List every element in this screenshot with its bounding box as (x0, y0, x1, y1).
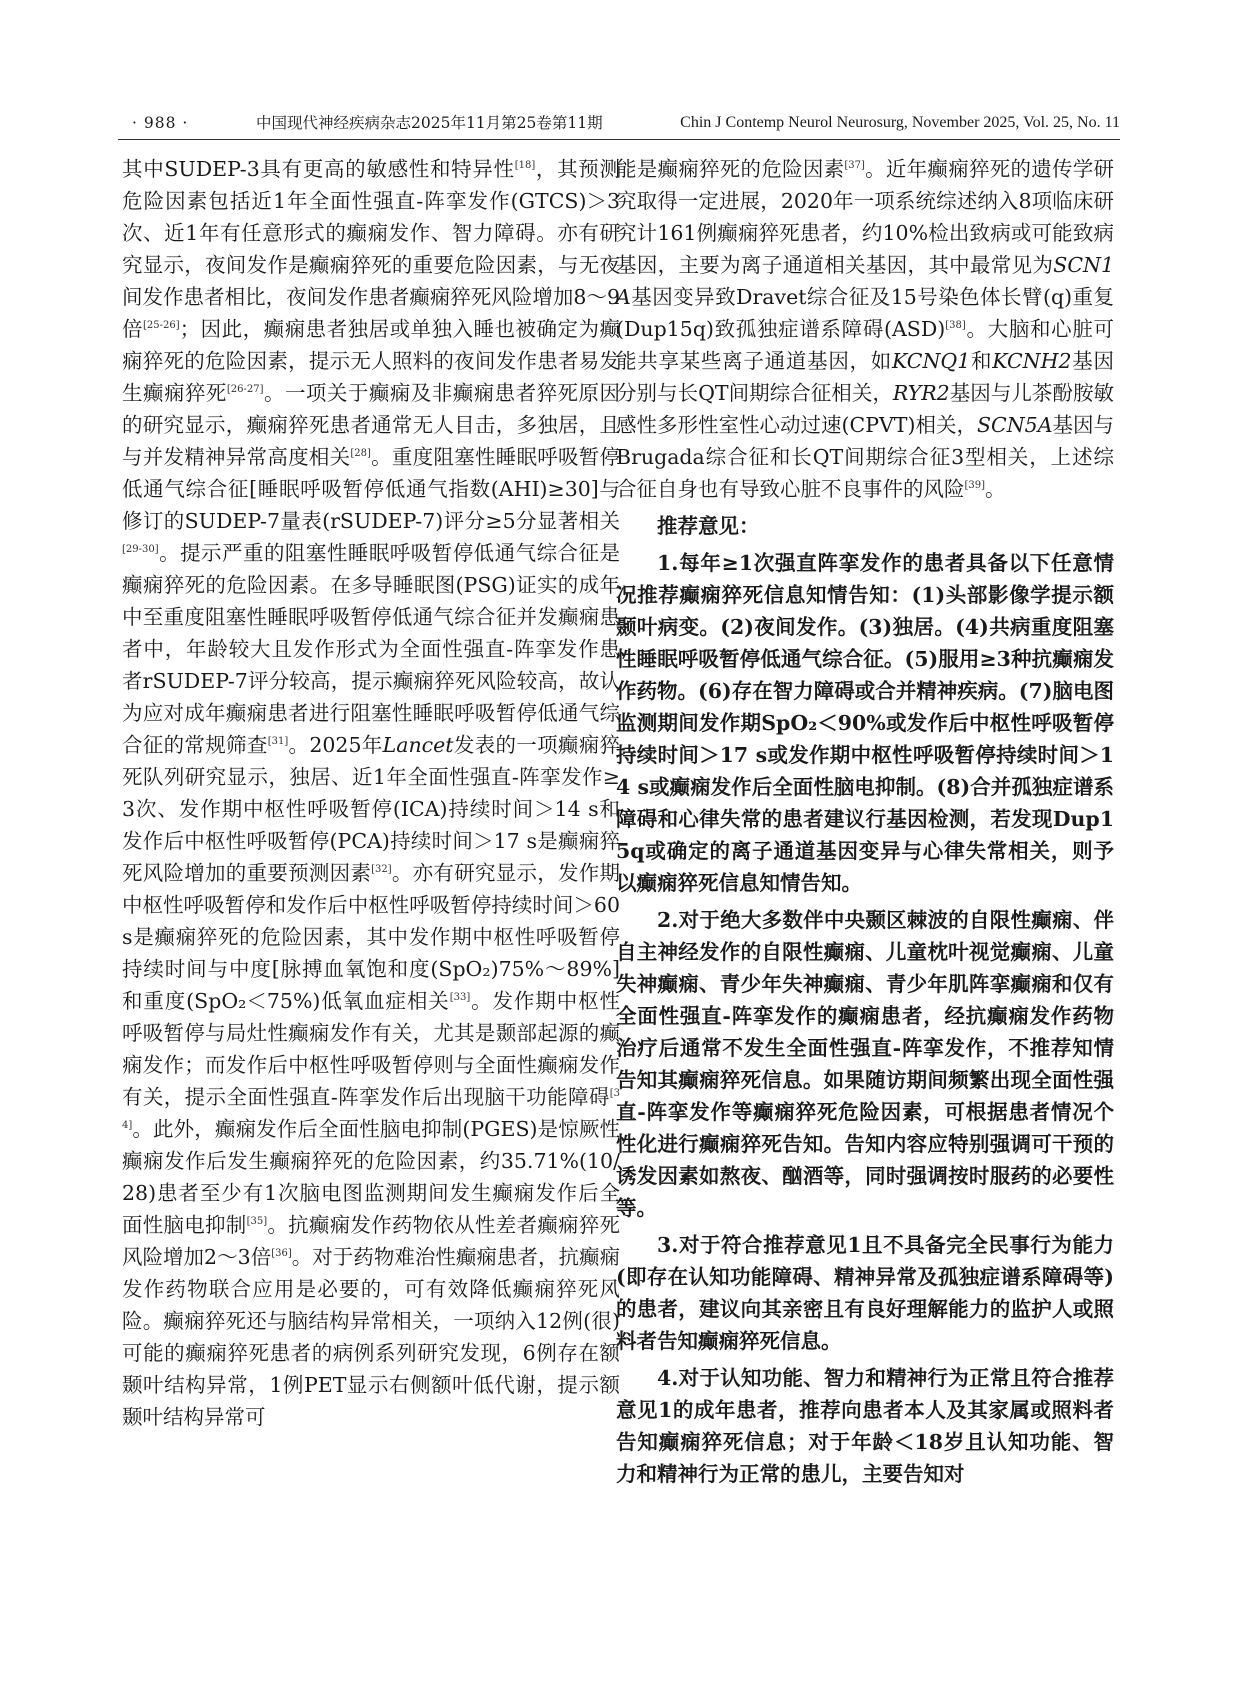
left-column (122, 153, 620, 1433)
recommendation-2: 2.对于绝大多数伴中央颞区棘波的自限性癫痫、伴自主神经发作的自限性癫痫、儿童枕叶视觉癫痫、儿童失神癫痫、青少年失神癫痫、青少年肌阵挛癫痫和仅有全面性强直-阵挛发作的癫痫患者，经抗癫痫发作药物治疗后通常不发生全面性强直-阵挛发作，不推荐知情告知其癫痫猝死信息。如果随访期间频繁出现全面性强直-阵挛发作等癫痫猝死危险因素，可根据患者情况个性化进行癫痫猝死告知。告知内容应特别强调可干预的诱发因素如熬夜、酗酒等，同时强调按时服药的必要性等。 (616, 908, 1114, 1220)
gene-name: SCN1A (616, 253, 1114, 309)
recommendation-1: 1.每年≥1次强直阵挛发作的患者具备以下任意情况推荐癫痫猝死信息知情告知：(1)头部影像学提示额颞叶病变。(2)夜间发作。(3)独居。(4)共病重度阻塞性睡眠呼吸暂停低通气综合征。(5)服用≥3种抗癫痫发作药物。(6)存在智力障碍或合并精神疾病。(7)脑电图监测期间发作期SpO₂＜90%或发作后中枢性呼吸暂停持续时间＞17 s或发作期中枢性呼吸暂停持续时间＞14 s或癫痫发作后全面性脑电抑制。(8)合并孤独症谱系障碍和心律失常的患者建议行基因检测，若发现Dup15q或确定的离子通道基因变异与心律失常相关，则予以癫痫猝死信息知情告知。 (616, 551, 1114, 895)
gene-name: SCN5A (976, 413, 1053, 437)
citation: [26-27] (226, 384, 264, 396)
journal-title-zh: 中国现代神经疾病杂志2025年11月第25卷第11期 (256, 114, 603, 132)
running-header (118, 109, 1120, 140)
citation: [36] (271, 1248, 292, 1260)
citation: [31] (267, 736, 289, 748)
citation: [39] (964, 480, 986, 492)
body-paragraph: 其中SUDEP-3具有更高的敏感性和特异性[18]，其预测危险因素包括近1年全面性强直-阵挛发作(GTCS)＞3次、近1年有任意形式的癫痫发作、智力障碍。亦有研究显示，夜间发作是癫痫猝死的重要危险因素，与无夜间发作患者相比，夜间发作患者癫痫猝死风险增加8～9倍[25-26]；因此，癫痫患者独居或单独入睡也被确定为癫痫猝死的危险因素，提示无人照料的夜间发作患者易发生癫痫猝死[26-27]。一项关于癫痫及非癫痫患者猝死原因的研究显示，癫痫猝死患者通常无人目击，多独居，且与并发精神异常高度相关[28]。重度阻塞性睡眠呼吸暂停低通气综合征[睡眠呼吸暂停低通气指数(AHI)≥30]与修订的SUDEP-7量表(rSUDEP-7)评分≥5分显著相关[29-30]。提示严重的阻塞性睡眠呼吸暂停低通气综合征是癫痫猝死的危险因素。在多导睡眠图(PSG)证实的成年中至重度阻塞性睡眠呼吸暂停低通气综合征并发癫痫患者中，年龄较大且发作形式为全面性强直-阵挛发作患者rSUDEP-7评分较高，提示癫痫猝死风险较高，故认为应对成年癫痫患者进行阻塞性睡眠呼吸暂停低通气综合征的常规筛查[31]。2025年Lancet发表的一项癫痫猝死队列研究显示，独居、近1年全面性强直-阵挛发作≥3次、发作期中枢性呼吸暂停(ICA)持续时间＞14 s和发作后中枢性呼吸暂停(PCA)持续时间＞17 s是癫痫猝死风险增加的重要预测因素[32]。亦有研究显示，发作期中枢性呼吸暂停和发作后中枢性呼吸暂停持续时间＞60 s是癫痫猝死的危险因素，其中发作期中枢性呼吸暂停持续时间与中度[脉搏血氧饱和度(SpO₂)75%～89%]和重度(SpO₂＜75%)低氧血症相关[33]。发作期中枢性呼吸暂停与局灶性癫痫发作有关，尤其是颞部起源的癫痫发作；而发作后中枢性呼吸暂停则与全面性癫痫发作有关，提示全面性强直-阵挛发作后出现脑干功能障碍[34]。此外，癫痫发作后全面性脑电抑制(PGES)是惊厥性癫痫发作后发生癫痫猝死的危险因素，约35.71%(10/28)患者至少有1次脑电图监测期间发生癫痫发作后全面性脑电抑制[35]。抗癫痫发作药物依从性差者癫痫猝死风险增加2～3倍[36]。对于药物难治性癫痫患者，抗癫痫发作药物联合应用是必要的，可有效降低癫痫猝死风险。癫痫猝死还与脑结构异常相关，一项纳入12例(很)可能的癫痫猝死患者的病例系列研究发现，6例存在额颞叶结构异常，1例PET显示右侧额叶低代谢，提示额颞叶结构异常可 (122, 157, 621, 1429)
gene-name: KCNH2 (992, 349, 1072, 373)
citation: [25-26] (143, 320, 180, 332)
citation: [32] (371, 864, 392, 876)
journal-name-lancet: Lancet (382, 733, 454, 757)
recommendation-heading: 推荐意见： (657, 514, 760, 538)
gene-name: KCNQ1 (892, 349, 971, 373)
gene-name: RYR2 (892, 381, 950, 405)
recommendation-3: 3.对于符合推荐意见1且不具备完全民事行为能力(即存在认知功能障碍、精神异常及孤独症谱系障碍等)的患者，建议向其亲密且有良好理解能力的监护人或照料者告知癫痫猝死信息。 (616, 1233, 1114, 1353)
citation: [35] (246, 1216, 268, 1228)
recommendation-4: 4.对于认知功能、智力和精神行为正常且符合推荐意见1的成年患者，推荐向患者本人及其家属或照料者告知癫痫猝死信息；对于年龄＜18岁且认知功能、智力和精神行为正常的患儿，主要告知对 (616, 1366, 1114, 1486)
citation: [28] (350, 448, 371, 460)
body-paragraph: 能是癫痫猝死的危险因素[37]。近年癫痫猝死的遗传学研究取得一定进展，2020年一项系统综述纳入8项临床研究计161例癫痫猝死患者，约10%检出致病或可能致病基因，主要为离子通道相关基因，其中最常见为SCN1A基因变异致Dravet综合征及15号染色体长臂(q)重复(Dup15q)致孤独症谱系障碍(ASD)[38]。大脑和心脏可能共享某些离子通道基因，如KCNQ1和KCNH2基因分别与长QT间期综合征相关，RYR2基因与儿茶酚胺敏感性多形性室性心动过速(CPVT)相关，SCN5A基因与Brugada综合征和长QT间期综合征3型相关，上述综合征自身也有导致心脏不良事件的风险[39]。 (616, 157, 1115, 501)
citation: [18] (514, 160, 536, 172)
right-column (616, 153, 1114, 1490)
citation: [37] (844, 160, 865, 172)
citation: [29-30] (122, 544, 159, 556)
citation: [33] (449, 992, 471, 1004)
journal-title-en: Chin J Contemp Neurol Neurosurg, November 2025, Vol. 25, No. 11 (680, 114, 1120, 131)
citation: [38] (945, 320, 966, 332)
page-number: · 988 · (132, 114, 189, 132)
citation: [34] (122, 1088, 620, 1132)
